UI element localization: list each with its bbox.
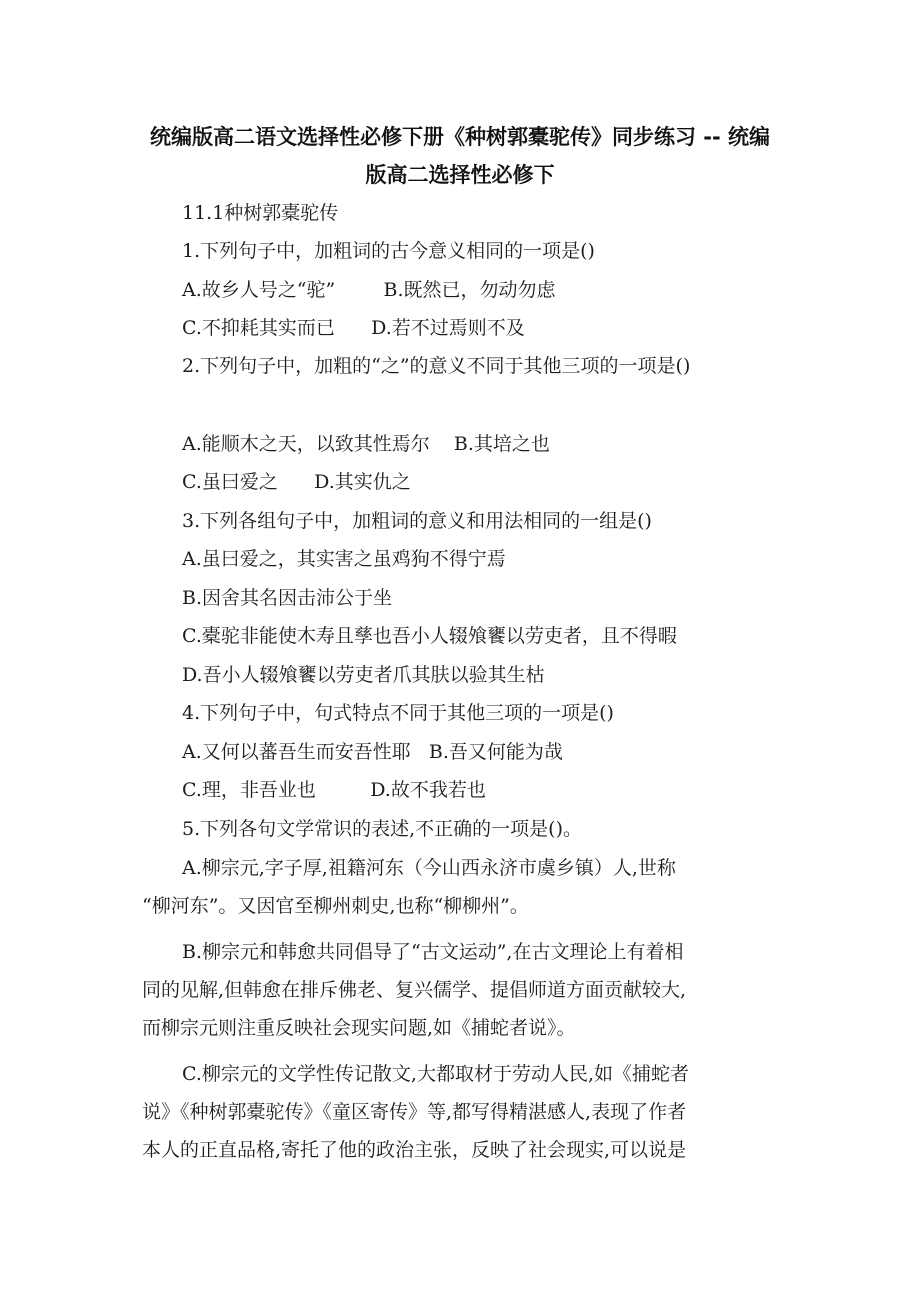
question-5-option-b-line-1: B.柳宗元和韩愈共同倡导了“古文运动”,在古文理论上有着相 (182, 941, 684, 963)
question-3-option-d: D.吾小人辍飧饔以劳吏者爪其肤以验其生枯 (182, 664, 545, 686)
question-5-option-b-line-2: 同的见解,但韩愈在排斥佛老、复兴儒学、提倡师道方面贡献较大, (142, 979, 687, 1001)
question-3-option-b: B.因舍其名因击沛公于坐 (182, 587, 393, 609)
question-1-options-row-2: C.不抑耗其实而已 D.若不过焉则不及 (182, 317, 525, 339)
question-5-option-a-line-2: “柳河东”。又因官至柳州刺史,也称“柳柳州”。 (142, 895, 529, 917)
document-title-line-2: 版高二选择性必修下 (365, 163, 555, 187)
question-5-option-b-line-3: 而柳宗元则注重反映社会现实问题,如《捕蛇者说》。 (142, 1017, 576, 1039)
document-title-line-1: 统编版高二语文选择性必修下册《种树郭橐驼传》同步练习 -- 统编 (149, 125, 771, 149)
question-4-stem: 4.下列句子中，句式特点不同于其他三项的一项是() (182, 702, 614, 724)
question-4-options-row-1: A.又何以蕃吾生而安吾性耶 B.吾又何能为哉 (182, 741, 563, 763)
question-1-stem: 1.下列句子中，加粗词的古今意义相同的一项是() (182, 240, 595, 262)
question-5-option-a-line-1: A.柳宗元,字子厚,祖籍河东（今山西永济市虞乡镇）人,世称 (182, 857, 676, 879)
section-heading: 11.1种树郭橐驼传 (182, 202, 339, 224)
question-1-options-row-1: A.故乡人号之“驼” B.既然已，勿动勿虑 (182, 279, 556, 301)
question-5-stem: 5.下列各句文学常识的表述,不正确的一项是()。 (182, 818, 582, 840)
question-3-option-c: C.橐驼非能使木寿且孳也吾小人辍飧饔以劳吏者，且不得暇 (182, 625, 677, 647)
question-5-option-c-line-1: C.柳宗元的文学性传记散文,大都取材于劳动人民,如《捕蛇者 (182, 1063, 689, 1085)
question-4-options-row-2: C.理，非吾业也 D.故不我若也 (182, 779, 486, 801)
question-2-options-row-2: C.虽曰爱之 D.其实仇之 (182, 471, 411, 493)
question-3-option-a: A.虽曰爱之，其实害之虽鸡狗不得宁焉 (182, 548, 506, 570)
question-2-options-row-1: A.能顺木之天，以致其性焉尔 B.其培之也 (182, 433, 550, 455)
question-5-option-c-line-2: 说》《种树郭橐驼传》《童区寄传》等,都写得精湛感人,表现了作者 (142, 1101, 687, 1123)
question-3-stem: 3.下列各组句子中，加粗词的意义和用法相同的一组是() (182, 510, 652, 532)
question-2-stem: 2.下列句子中，加粗的“之”的意义不同于其他三项的一项是() (182, 355, 691, 377)
question-5-option-c-line-3: 本人的正直品格,寄托了他的政治主张，反映了社会现实,可以说是 (142, 1139, 687, 1161)
